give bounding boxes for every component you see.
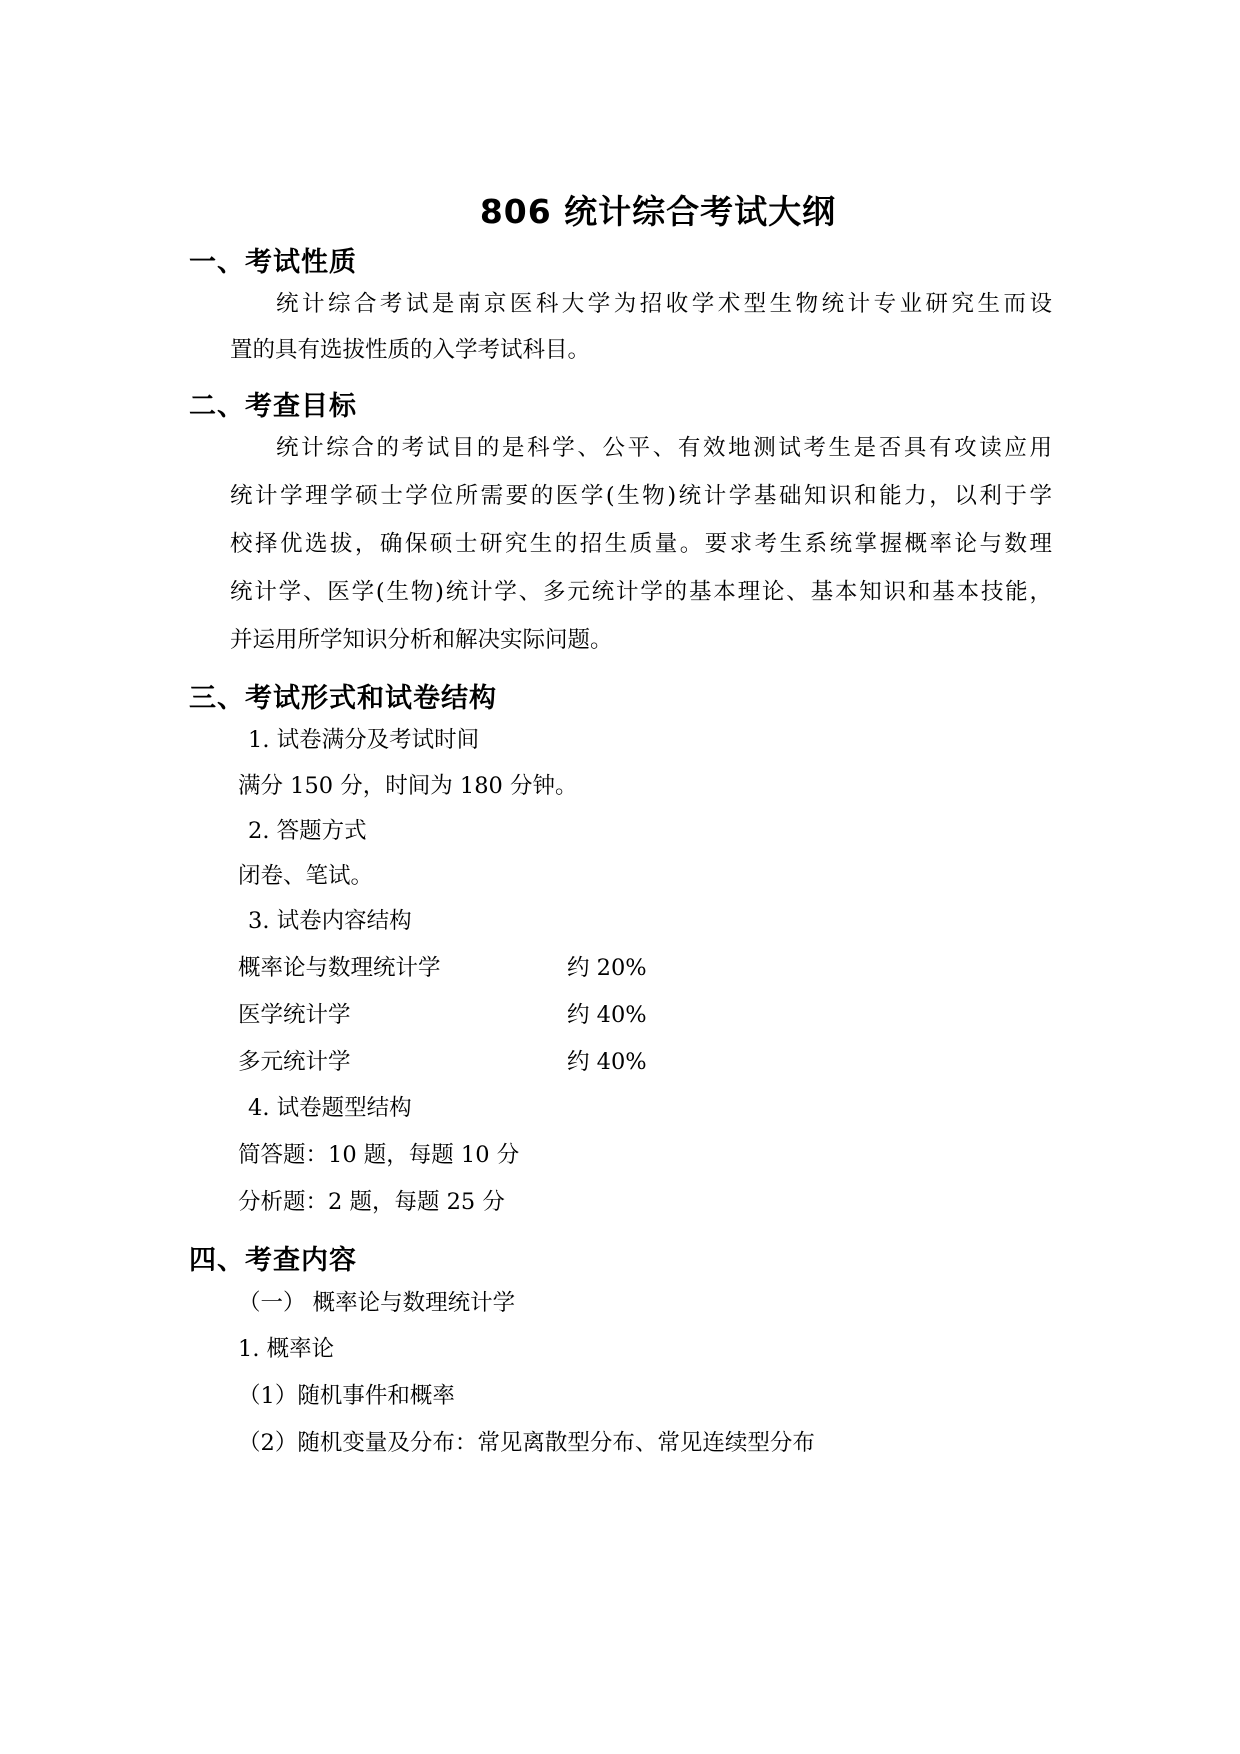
paragraph-line: 统计学、医学(生物)统计学、多元统计学的基本理论、基本知识和基本技能，: [230, 579, 1052, 605]
question-type-line: 简答题：10 题，每题 10 分: [238, 1142, 520, 1168]
item-label-2: 2. 答题方式: [248, 818, 367, 844]
section-heading-3: 三、考试形式和试卷结构: [189, 683, 497, 714]
paragraph-line: 并运用所学知识分析和解决实际问题。: [230, 627, 613, 653]
part-heading: 1. 概率论: [238, 1336, 335, 1362]
item-label-1: 1. 试卷满分及考试时间: [248, 727, 480, 753]
question-type-line: 分析题：2 题，每题 25 分: [238, 1189, 505, 1215]
subject-share: 约 20%: [567, 955, 647, 981]
subject-name: 医学统计学: [238, 1002, 351, 1028]
paragraph-line: 统计综合考试是南京医科大学为招收学术型生物统计专业研究生而设: [276, 291, 1052, 317]
section-heading-2: 二、考查目标: [189, 391, 357, 422]
content-point: （1）随机事件和概率: [238, 1383, 455, 1409]
item-label-3: 3. 试卷内容结构: [248, 908, 412, 934]
paragraph-line: 置的具有选拔性质的入学考试科目。: [230, 337, 591, 363]
content-point: （2）随机变量及分布：常见离散型分布、常见连续型分布: [238, 1430, 815, 1456]
section-heading-4: 四、考查内容: [189, 1245, 357, 1276]
document-title: 806 统计综合考试大纲: [479, 192, 837, 231]
section-heading-1: 一、考试性质: [189, 247, 357, 278]
subsection-heading: （一） 概率论与数理统计学: [238, 1290, 516, 1316]
subject-share: 约 40%: [567, 1049, 647, 1075]
paragraph-line: 统计综合的考试目的是科学、公平、有效地测试考生是否具有攻读应用: [276, 435, 1052, 461]
item-label-4: 4. 试卷题型结构: [248, 1095, 412, 1121]
subject-name: 多元统计学: [238, 1049, 351, 1075]
subject-name: 概率论与数理统计学: [238, 955, 441, 981]
item-content-2: 闭卷、笔试。: [238, 863, 374, 889]
paragraph-line: 校择优选拔，确保硕士研究生的招生质量。要求考生系统掌握概率论与数理: [230, 531, 1052, 557]
subject-share: 约 40%: [567, 1002, 647, 1028]
item-content-1: 满分 150 分，时间为 180 分钟。: [238, 773, 578, 799]
paragraph-line: 统计学理学硕士学位所需要的医学(生物)统计学基础知识和能力，以利于学: [230, 483, 1052, 509]
